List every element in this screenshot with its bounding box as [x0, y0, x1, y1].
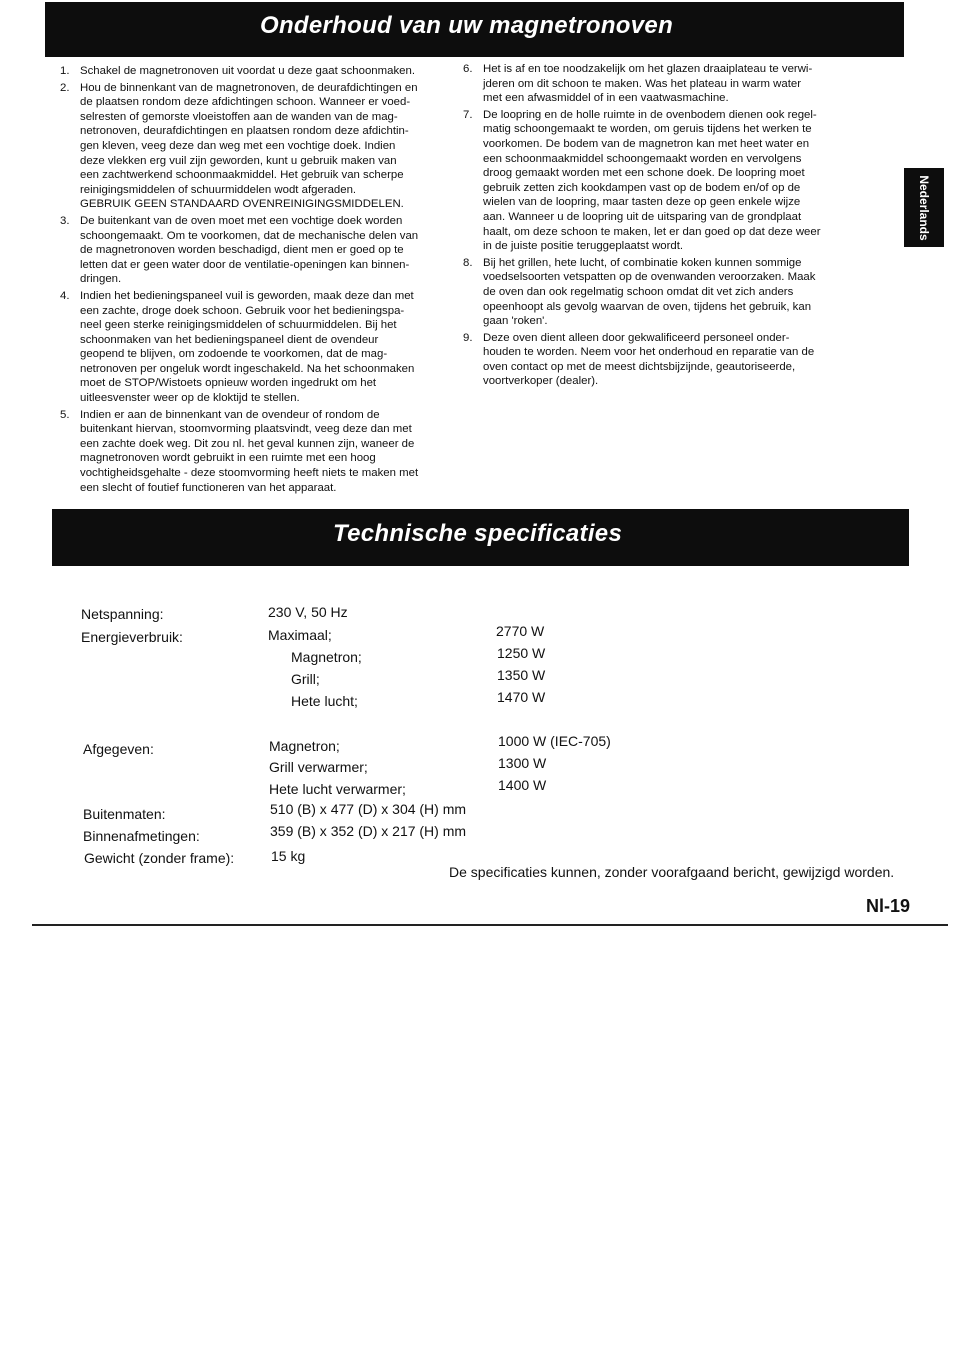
list-item	[463, 108, 873, 254]
item-number: 4.	[60, 289, 70, 302]
item-text: Indien er aan de binnenkant van de ovendeur of rondom de buitenkant hiervan, stoomvorming plaatsvindt, veeg deze dan met een zachte doek weg. Dit zou nl. het geval kunnen zijn, waneer de magnetronoven wordt gebruikt in een ruimte met een hoog vochtigheidsgehalte - deze stoomvorming heeft niets te maken met een slecht of foutief functioneren van het apparaat.	[80, 408, 419, 494]
item-text: Hou de binnenkant van de magnetronoven, de deurafdichtingen en de plaatsen rondom deze afdichtingen schoon. Wanneer er voed- selresten of gemorste vloeistoffen aan de wanden van de mag- netronoven, deurafdichtingen en plaatsen rondom deze afdichtin- gen kleven, veeg deze dan weg met een vochtige doek. Indien deze vlekken erg vuil zijn geworden, kunt u gebruik maken van een zachtwerkend schoonmaakmiddel. Het gebruik van scherpe reinigingsmiddelen of schuurmiddelen wodt afgeraden. GEBRUIK GEEN STANDAARD OVENREINIGINGSMIDDELEN.	[80, 81, 418, 211]
spec-label-gewicht: Gewicht (zonder frame):	[84, 850, 235, 866]
section-title-maintenance: Onderhoud van uw magnetronoven	[260, 12, 674, 39]
spec-afgegeven-row-value: 1000 W (IEC-705)	[498, 733, 611, 749]
language-tab	[904, 168, 944, 247]
list-item	[60, 214, 470, 287]
spec-label-energie: Energieverbruik:	[81, 629, 183, 645]
page-number: Nl-19	[866, 896, 911, 916]
item-number: 8.	[463, 256, 473, 269]
spec-energie-row-value: 2770 W	[496, 623, 545, 639]
spec-label-afgegeven: Afgegeven:	[83, 741, 154, 757]
item-text: Het is af en toe noodzakelijk om het glazen draaiplateau te verwi- jderen om dit schoon te maken. Was het plateau in warm water met een afwasmiddel of in een vaatwasmachine.	[483, 63, 813, 105]
spec-value-netspanning: 230 V, 50 Hz	[268, 604, 348, 620]
item-number: 5.	[60, 408, 70, 421]
item-number: 3.	[60, 214, 70, 227]
language-tab-label: Nederlands	[917, 174, 931, 241]
spec-energie-row-label: Magnetron;	[291, 649, 362, 665]
spec-value-binnenafmetingen: 359 (B) x 352 (D) x 217 (H) mm	[270, 823, 467, 839]
spec-value-gewicht: 15 kg	[271, 848, 306, 864]
item-text: Deze oven dient alleen door gekwalificeerd personeel onder- houden te worden. Neem voor het onderhoud en reparatie van de oven contact op met de meest dichtsbijzijnde, geautoriseerde, voortverkoper (dealer).	[483, 331, 815, 388]
spec-afgegeven-row-value: 1300 W	[498, 755, 547, 771]
list-item	[60, 81, 470, 212]
spec-energie-row-label: Hete lucht;	[291, 693, 358, 709]
spec-afgegeven-row-label: Magnetron;	[269, 738, 340, 754]
item-text: Indien het bedieningspaneel vuil is geworden, maak deze dan met een zachte, droge doek schoon. Gebruik voor het bedieningspa- neel geen sterke reinigingsmiddelen of schuurmiddelen. Bij het schoonmaken van het bedieningspaneel dient de ovendeur geopend te blijven, om zodoende te voorkomen, dat de mag- netronoven per ongeluk wordt ingeschakeld. Na het schoonmaken moet de STOP/Wistoets opnieuw worden ingedrukt om het uitleesvenster weer op de kloktijd te stellen.	[80, 289, 415, 405]
spec-energie-row-label: Grill;	[291, 671, 320, 687]
bottom-rule	[32, 924, 948, 926]
spec-label-binnenafmetingen: Binnenafmetingen:	[83, 828, 200, 844]
item-text: Bij het grillen, hete lucht, of combinatie koken kunnen sommige voedselsoorten vetspatten op de ovenwanden veroorzaken. Maak de oven dan ook regelmatig schoon omdat dit vet zich anders opeenhoopt als gevolg waarvan de oven, tijdens het gebruik, kan gaan 'roken'.	[483, 256, 816, 328]
list-item	[463, 331, 873, 389]
item-text: De loopring en de holle ruimte in de ovenbodem dienen ook regel- matig schoongemaakt te worden, om geruis tijdens het werken te voorkomen. De bodem van de magnetron kan met heet water en een schoonmaakmiddel schoongemaakt worden en vervolgens droog gemaakt worden met een schone doek. De loopring moet gebruik zetten zich kookdampen vast op de bodem en/of op de wielen van de loopring, maar tasten deze op geen enkele wijze aan. Wanneer u de loopring uit de uitsparing van de grondplaat haalt, om deze schoon te maken, let er dan goed op dat deze weer in de juiste positie teruggeplaatst wordt.	[483, 108, 821, 253]
list-item	[60, 289, 470, 406]
spec-value-buitenmaten: 510 (B) x 477 (D) x 304 (H) mm	[270, 801, 467, 817]
list-item	[463, 256, 873, 329]
specifications-note: De specificaties kunnen, zonder voorafgaand bericht, gewijzigd worden.	[449, 864, 895, 880]
spec-afgegeven-row-label: Grill verwarmer;	[269, 759, 368, 775]
spec-energie-row-value: 1350 W	[497, 667, 546, 683]
item-number: 6.	[463, 63, 473, 75]
item-number: 2.	[60, 81, 70, 94]
section-title-specifications: Technische specificaties	[333, 520, 623, 547]
section-header-specifications	[52, 509, 909, 566]
item-text: Schakel de magnetronoven uit voordat u deze gaat schoonmaken.	[80, 65, 415, 77]
item-text: De buitenkant van de oven moet met een vochtige doek worden schoongemaakt. Om te voorkomen, dat de mechanische delen van de magnetronoven worden beschadigd, dient men er goed op te letten dat er geen water door de ventilatie-openingen kan binnen- dringen.	[80, 214, 419, 286]
list-item	[463, 62, 873, 106]
list-item	[60, 64, 470, 79]
item-number: 9.	[463, 331, 473, 344]
maintenance-list-left	[60, 64, 470, 495]
spec-afgegeven-row-label: Hete lucht verwarmer;	[269, 781, 406, 797]
spec-energie-row-value: 1250 W	[497, 645, 546, 661]
spec-label-netspanning: Netspanning:	[81, 606, 164, 622]
item-number: 1.	[60, 65, 70, 77]
item-number: 7.	[463, 108, 473, 121]
list-item	[60, 408, 470, 496]
section-header-maintenance	[45, 2, 904, 57]
spec-energie-row-label: Maximaal;	[268, 627, 332, 643]
spec-energie-row-value: 1470 W	[497, 689, 546, 705]
spec-label-buitenmaten: Buitenmaten:	[83, 806, 166, 822]
maintenance-list-right	[463, 62, 873, 389]
spec-afgegeven-row-value: 1400 W	[498, 777, 547, 793]
